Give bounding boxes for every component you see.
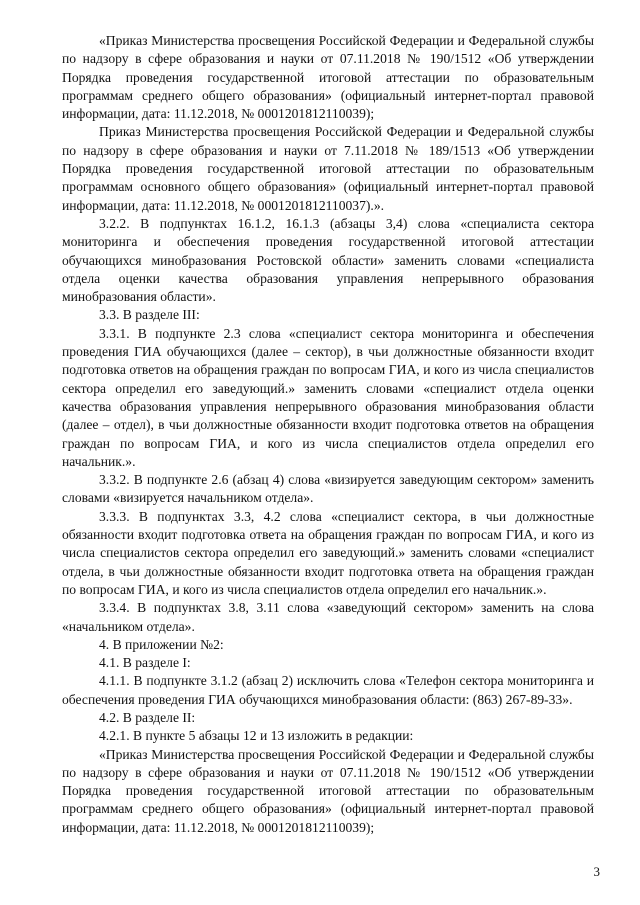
paragraph-3-3-2: 3.3.2. В подпункте 2.6 (абзац 4) слова «визируется заведующим сектором» заменить словами «визируется начальником отдела». [62, 472, 594, 506]
paragraph-3-3-4: 3.3.4. В подпунктах 3.8, 3.11 слова «заведующий сектором» заменить на слова «начальником отдела». [62, 600, 594, 634]
paragraph-4-2-1: 4.2.1. В пункте 5 абзацы 12 и 13 изложить в редакции: [99, 728, 414, 744]
paragraph-3-3-1: 3.3.1. В подпункте 2.3 слова «специалист сектора мониторинга и обеспечения проведения ГИА обучающихся (далее – сектор), в чьи должностные обязанности входит подготовка ответов на обращения граждан по вопросам ГИА, и кого из числа специалистов сектора определил его заведующий.» заменить словами «специалист отдела оценки качества образования управления непрерывного образования минобразования области (далее – отдел), в чьи должностные обязанности входит подготовка ответов на обращения граждан по вопросам ГИА, и кого из числа специалистов отдела определил его начальник.». [62, 325, 594, 469]
paragraph-3-3: 3.3. В разделе III: [99, 307, 200, 323]
paragraph-4-1-1: 4.1.1. В подпункте 3.1.2 (абзац 2) исключить слова «Телефон сектора мониторинга и обеспечения проведения ГИА обучающихся минобразования области: (863) 267-89-33». [62, 673, 594, 707]
paragraph-order-190-1512-repeat: «Приказ Министерства просвещения Российской Федерации и Федеральной службы по надзору в сфере образования и науки от 07.11.2018 № 190/1512 «Об утверждении Порядка проведения государственной итоговой аттестации по образовательным программам среднего общего образования» (официальный интернет-портал правовой информации, дата: 11.12.2018, № 0001201812110039); [62, 746, 594, 835]
document-body [62, 32, 594, 837]
paragraph-3-3-3: 3.3.3. В подпунктах 3.3, 4.2 слова «специалист сектора, в чьи должностные обязанности входит подготовка ответа на обращения граждан по вопросам ГИА, и кого из числа специалистов сектора определил его заведующий.» заменить словами «специалист отдела, в чьи должностные обязанности входит подготовка ответа на обращения граждан по вопросам ГИА, и кого из числа специалистов отдела определил его начальник.». [62, 508, 594, 597]
paragraph-3-2-2: 3.2.2. В подпунктах 16.1.2, 16.1.3 (абзацы 3,4) слова «специалиста сектора мониторинга и обеспечения проведения государственной итоговой аттестации обучающихся минобразования Ростовской области» заменить словами «специалиста отдела оценки качества образования управления непрерывного образования минобразования области». [62, 215, 594, 305]
paragraph-order-190-1512: «Приказ Министерства просвещения Российской Федерации и Федеральной службы по надзору в сфере образования и науки от 07.11.2018 № 190/1512 «Об утверждении Порядка проведения государственной итоговой аттестации по образовательным программам среднего общего образования» (официальный интернет-портал правовой информации, дата: 11.12.2018, № 0001201812110039); [62, 33, 594, 122]
page-number: 3 [593, 864, 600, 879]
paragraph-4: 4. В приложении №2: [99, 636, 224, 652]
paragraph-4-2: 4.2. В разделе II: [99, 709, 196, 725]
paragraph-order-189-1513: Приказ Министерства просвещения Российской Федерации и Федеральной службы по надзору в сфере образования и науки от 7.11.2018 № 189/1513 «Об утверждении Порядка проведения государственной итоговой аттестации по образовательным программам основного общего образования» (официальный интернет-портал правовой информации, дата: 11.12.2018, № 0001201812110037).». [62, 124, 594, 213]
paragraph-4-1: 4.1. В разделе I: [99, 655, 191, 671]
